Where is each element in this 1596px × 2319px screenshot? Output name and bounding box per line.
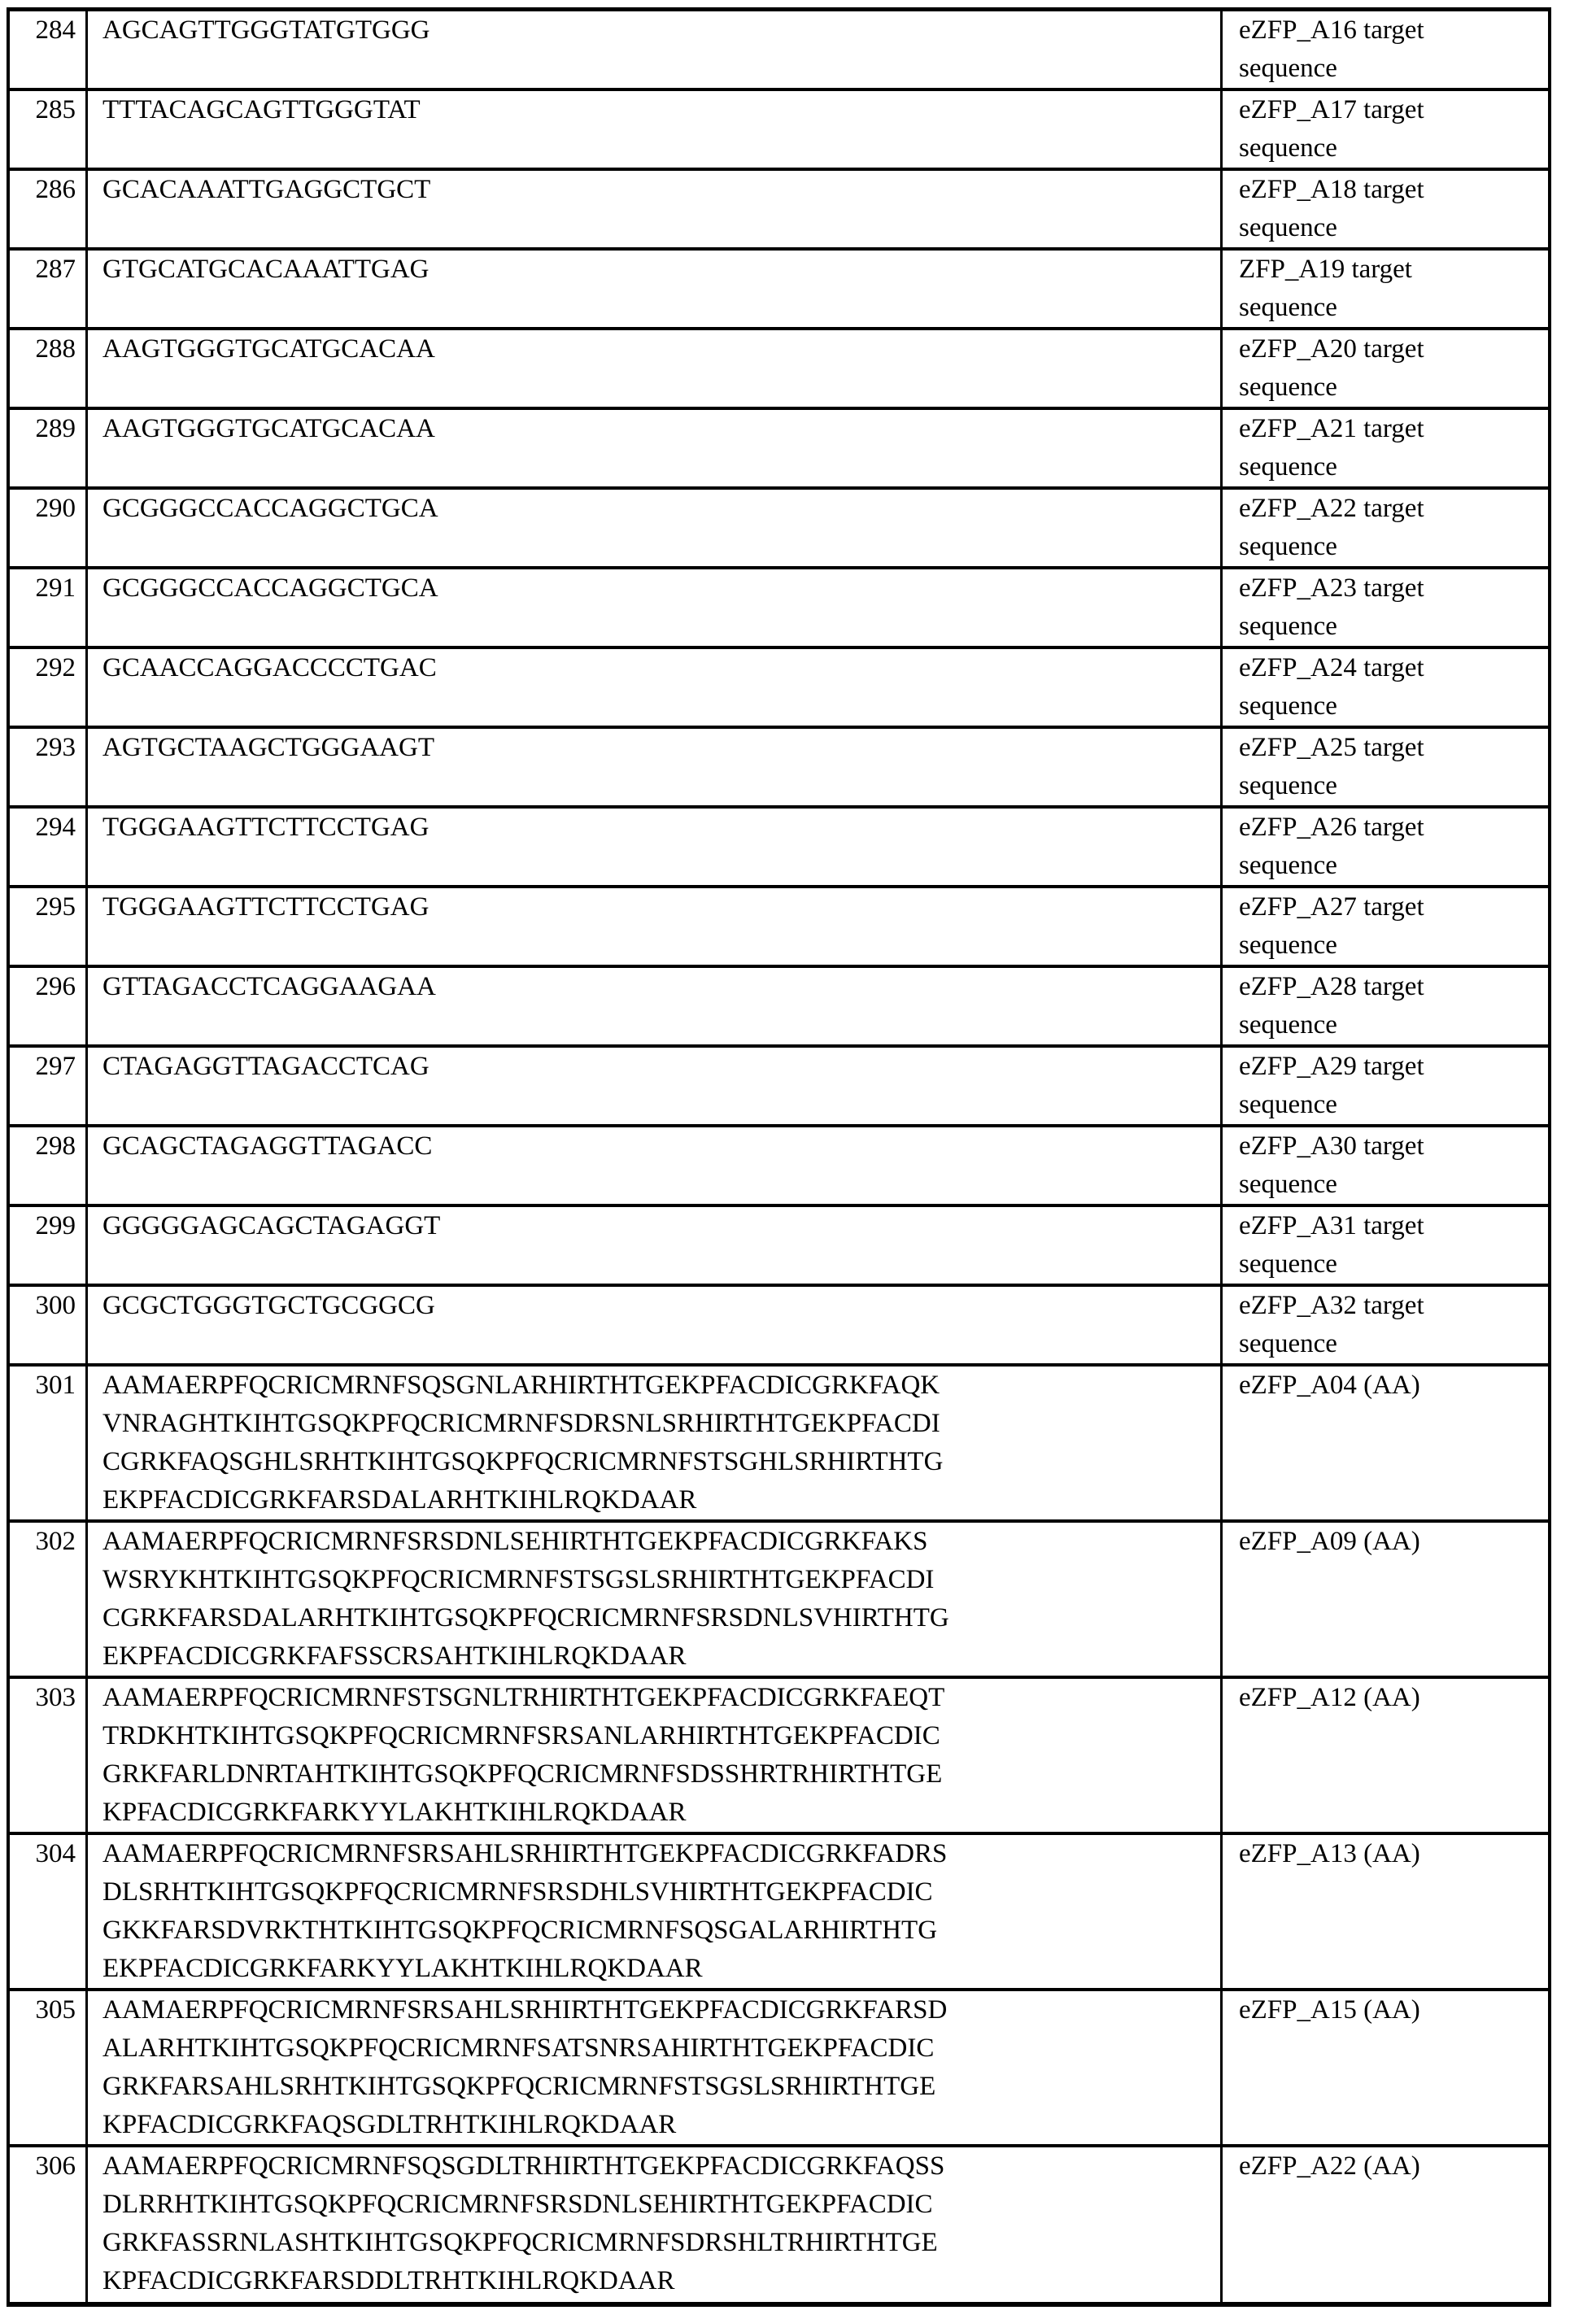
sequence-cell: GCAACCAGGACCCCTGAC xyxy=(88,649,1223,726)
table-row xyxy=(10,1523,1548,1679)
sequence-cell: AAMAERPFQCRICMRNFSQSGDLTRHIRTHTGEKPFACDICGRKFAQSS DLRRHTKIHTGSQKPFQCRICMRNFSRSDNLSEHIRTHTGEKPFACDIC GRKFASSRNLASHTKIHTGSQKPFQCRICMRNFSDRSHLTRHIRTHTGE KPFACDICGRKFARSDDLTRHTKIHLRQKDAAR xyxy=(88,2147,1223,2302)
seq-id-cell: 298 xyxy=(10,1127,88,1204)
table-row xyxy=(10,2147,1548,2302)
sequence-cell: GCGCTGGGTGCTGCGGCG xyxy=(88,1287,1223,1363)
seq-id-cell: 301 xyxy=(10,1367,88,1519)
table-row xyxy=(10,1835,1548,1991)
seq-id-cell: 296 xyxy=(10,968,88,1044)
description-cell: eZFP_A28 target sequence xyxy=(1239,972,1424,1040)
table-row xyxy=(10,251,1548,330)
seq-id-cell: 292 xyxy=(10,649,88,726)
description-cell: eZFP_A26 target sequence xyxy=(1239,813,1424,880)
sequence-cell: AGCAGTTGGGTATGTGGG xyxy=(88,11,1223,88)
sequence-cell: GCACAAATTGAGGCTGCT xyxy=(88,171,1223,247)
sequence-cell: AAMAERPFQCRICMRNFSRSAHLSRHIRTHTGEKPFACDICGRKFARSD ALARHTKIHTGSQKPFQCRICMRNFSATSNRSAHIRTHTGEKPFACDIC GRKFARSAHLSRHTKIHTGSQKPFQCRICMRNFSTSGSLSRHIRTHTGE KPFACDICGRKFAQSGDLTRHTKIHLRQKDAAR xyxy=(88,1991,1223,2144)
sequence-cell: AAMAERPFQCRICMRNFSTSGNLTRHIRTHTGEKPFACDICGRKFAEQT TRDKHTKIHTGSQKPFQCRICMRNFSRSANLARHIRTHTGEKPFACDIC GRKFARLDNRTAHTKIHTGSQKPFQCRICMRNFSDSSHRTRHIRTHTGE KPFACDICGRKFARKYYLAKHTKIHLRQKDAAR xyxy=(88,1679,1223,1832)
table-row xyxy=(10,1127,1548,1207)
table-row xyxy=(10,1367,1548,1523)
description-cell: eZFP_A27 target sequence xyxy=(1239,892,1424,960)
seq-id-cell: 286 xyxy=(10,171,88,247)
table-row xyxy=(10,91,1548,171)
table-row xyxy=(10,809,1548,888)
seq-id-cell: 285 xyxy=(10,91,88,168)
description-cell: eZFP_A23 target sequence xyxy=(1239,573,1424,641)
sequence-cell: TTTACAGCAGTTGGGTAT xyxy=(88,91,1223,168)
seq-id-cell: 290 xyxy=(10,490,88,566)
sequence-cell: TGGGAAGTTCTTCCTGAG xyxy=(88,888,1223,965)
description-cell: eZFP_A29 target sequence xyxy=(1239,1052,1424,1119)
description-cell: eZFP_A22 (AA) xyxy=(1239,2151,1420,2181)
table-row xyxy=(10,1679,1548,1835)
sequence-cell: GCGGGCCACCAGGCTGCA xyxy=(88,569,1223,646)
seq-id-cell: 294 xyxy=(10,809,88,885)
description-cell: eZFP_A31 target sequence xyxy=(1239,1211,1424,1279)
sequence-cell: GCAGCTAGAGGTTAGACC xyxy=(88,1127,1223,1204)
table-row xyxy=(10,330,1548,410)
seq-id-cell: 305 xyxy=(10,1991,88,2144)
sequence-cell: GTGCATGCACAAATTGAG xyxy=(88,251,1223,327)
seq-id-cell: 300 xyxy=(10,1287,88,1363)
description-cell: eZFP_A18 target sequence xyxy=(1239,175,1424,242)
seq-id-cell: 299 xyxy=(10,1207,88,1284)
sequence-cell: GGGGGAGCAGCTAGAGGT xyxy=(88,1207,1223,1284)
seq-id-cell: 295 xyxy=(10,888,88,965)
description-cell: eZFP_A22 target sequence xyxy=(1239,494,1424,561)
seq-id-cell: 304 xyxy=(10,1835,88,1988)
table-row xyxy=(10,649,1548,729)
sequence-cell: CTAGAGGTTAGACCTCAG xyxy=(88,1048,1223,1124)
sequence-cell: AAGTGGGTGCATGCACAA xyxy=(88,330,1223,407)
description-cell: ZFP_A19 target sequence xyxy=(1239,255,1412,322)
description-cell: eZFP_A04 (AA) xyxy=(1239,1371,1420,1400)
description-cell: eZFP_A25 target sequence xyxy=(1239,733,1424,800)
table-row xyxy=(10,729,1548,809)
description-cell: eZFP_A20 target sequence xyxy=(1239,334,1424,402)
seq-id-cell: 303 xyxy=(10,1679,88,1832)
table-row xyxy=(10,1048,1548,1127)
sequence-cell: AAMAERPFQCRICMRNFSRSAHLSRHIRTHTGEKPFACDICGRKFADRS DLSRHTKIHTGSQKPFQCRICMRNFSRSDHLSVHIRTHTGEKPFACDIC GKKFARSDVRKTHTKIHTGSQKPFQCRICMRNFSQSGALARHIRTHTG EKPFACDICGRKFARKYYLAKHTKIHLRQKDAAR xyxy=(88,1835,1223,1988)
sequence-listing-table xyxy=(7,7,1551,2307)
seq-id-cell: 291 xyxy=(10,569,88,646)
table-row xyxy=(10,569,1548,649)
seq-id-cell: 293 xyxy=(10,729,88,805)
sequence-cell: TGGGAAGTTCTTCCTGAG xyxy=(88,809,1223,885)
table-row xyxy=(10,888,1548,968)
description-cell: eZFP_A13 (AA) xyxy=(1239,1839,1420,1868)
table-row xyxy=(10,171,1548,251)
sequence-cell: AAMAERPFQCRICMRNFSQSGNLARHIRTHTGEKPFACDICGRKFAQK VNRAGHTKIHTGSQKPFQCRICMRNFSDRSNLSRHIRTHTGEKPFACDI CGRKFAQSGHLSRHTKIHTGSQKPFQCRICMRNFSTSGHLSRHIRTHTG EKPFACDICGRKFARSDALARHTKIHLRQKDAAR xyxy=(88,1367,1223,1519)
description-cell: eZFP_A09 (AA) xyxy=(1239,1527,1420,1556)
description-cell: eZFP_A15 (AA) xyxy=(1239,1995,1420,2025)
description-cell: eZFP_A17 target sequence xyxy=(1239,95,1424,163)
sequence-cell: AAMAERPFQCRICMRNFSRSDNLSEHIRTHTGEKPFACDICGRKFAKS WSRYKHTKIHTGSQKPFQCRICMRNFSTSGSLSRHIRTHTGEKPFACDI CGRKFARSDALARHTKIHTGSQKPFQCRICMRNFSRSDNLSVHIRTHTG EKPFACDICGRKFAFSSCRSAHTKIHLRQKDAAR xyxy=(88,1523,1223,1676)
description-cell: eZFP_A32 target sequence xyxy=(1239,1291,1424,1358)
sequence-cell: GCGGGCCACCAGGCTGCA xyxy=(88,490,1223,566)
seq-id-cell: 302 xyxy=(10,1523,88,1676)
table-row xyxy=(10,11,1548,91)
seq-id-cell: 287 xyxy=(10,251,88,327)
sequence-cell: AAGTGGGTGCATGCACAA xyxy=(88,410,1223,486)
description-cell: eZFP_A24 target sequence xyxy=(1239,653,1424,721)
description-cell: eZFP_A12 (AA) xyxy=(1239,1683,1420,1712)
seq-id-cell: 289 xyxy=(10,410,88,486)
table-row xyxy=(10,1991,1548,2147)
table-row xyxy=(10,1287,1548,1367)
table-row xyxy=(10,1207,1548,1287)
seq-id-cell: 284 xyxy=(10,11,88,88)
description-cell: eZFP_A21 target sequence xyxy=(1239,414,1424,482)
seq-id-cell: 297 xyxy=(10,1048,88,1124)
table-row xyxy=(10,410,1548,490)
table-row xyxy=(10,490,1548,569)
sequence-cell: GTTAGACCTCAGGAAGAA xyxy=(88,968,1223,1044)
description-cell: eZFP_A30 target sequence xyxy=(1239,1131,1424,1199)
seq-id-cell: 288 xyxy=(10,330,88,407)
seq-id-cell: 306 xyxy=(10,2147,88,2302)
sequence-cell: AGTGCTAAGCTGGGAAGT xyxy=(88,729,1223,805)
description-cell: eZFP_A16 target sequence xyxy=(1239,15,1424,83)
table-row xyxy=(10,968,1548,1048)
